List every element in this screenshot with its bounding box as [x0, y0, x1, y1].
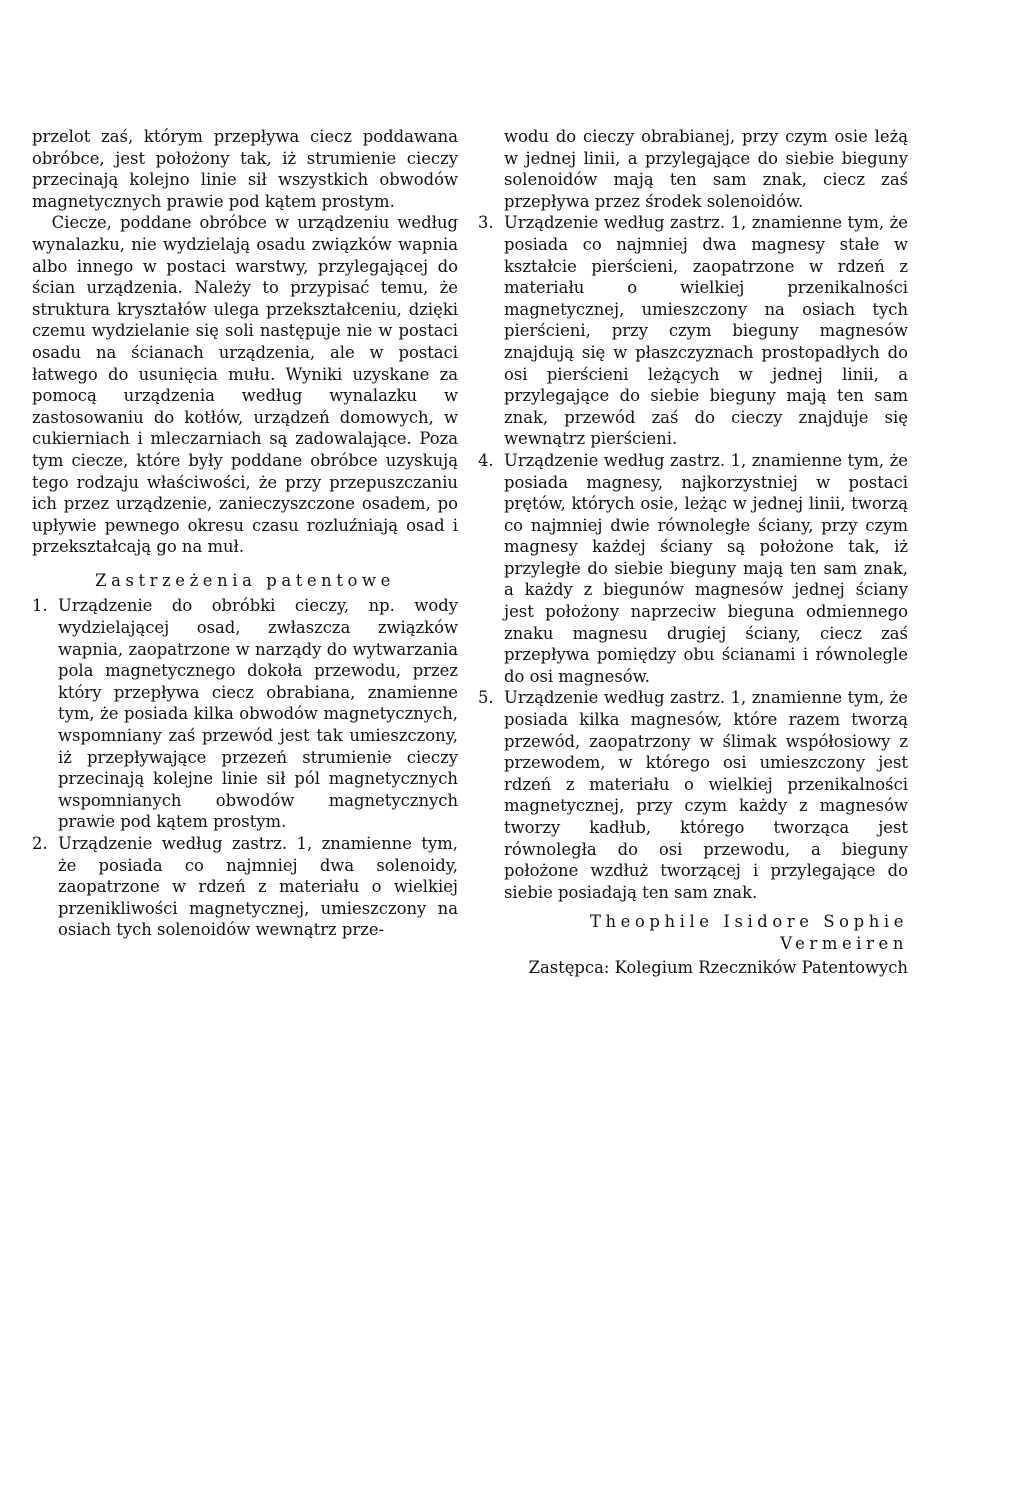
- left-text-column: [32, 126, 458, 941]
- claim-number: 1.: [32, 596, 48, 616]
- claim-1: [32, 595, 458, 833]
- inventor-surname: Vermeiren: [780, 933, 908, 953]
- claim-5: [478, 687, 908, 903]
- claim-number-spacer: [478, 126, 504, 212]
- claim-text: Urządzenie według zastrz. 1, znamienne tym, że posiada magnesy, najkorzystniej w postaci prętów, których osie, leżąc w jednej linii, tworzą co najmniej dwie równoległe ściany, przy czym magnesy każdej ściany są położone tak, iż przyległe do siebie bieguny mają ten sam znak, a każdy z biegunów magnesów jednej ściany jest położony naprzeciw bieguna odmiennego znaku magnesu drugiej ściany, ciecz zaś przepływa pomiędzy obu ścianami i równolegle do osi magnesów.: [504, 450, 908, 686]
- claim-text: Urządzenie według zastrz. 1, znamienne tym, że posiada kilka magnesów, które razem tworzą przewód, zaopatrzony w ślimak współosiowy z przewodem, w którego osi umieszczony jest rdzeń z materiału o wielkiej przenikalności magnetycznej, przy czym każdy z magnesów tworzy kadłub, którego tworząca jest równoległa do osi przewodu, a bieguny położone wzdłuż tworzącej i przylegające do siebie posiadają ten sam znak.: [504, 688, 908, 902]
- claim-text: Urządzenie według zastrz. 1, znamienne tym, że posiada co najmniej dwa solenoidy, zaopatrzone w rdzeń z materiału o wielkiej przenikliwości magnetycznej, umieszczony na osiach tych solenoidów wewnątrz prze-: [58, 834, 458, 940]
- claim-4: [478, 450, 908, 688]
- claim-number: 5.: [478, 688, 494, 708]
- claim-text: Urządzenie do obróbki cieczy, np. wody wydzielającej osad, zwłaszcza związków wapnia, zaopatrzone w narządy do wytwarzania pola magnetycznego dokoła przewodu, przez który przepływa ciecz obrabiana, znamienne tym, że posiada kilka obwodów magnetycznych, wspomniany zaś przewód jest tak umieszczony, iż przepływające przezeń strumienie cieczy przecinają kolejne linie sił pól magnetycznych wspomnianych obwodów magnetycznych prawie pod kątem prostym.: [58, 596, 458, 832]
- claim-3: [478, 212, 908, 450]
- claim-number: 2.: [32, 834, 48, 853]
- attorney-line: Zastępca: Kolegium Rzeczników Patentowych: [528, 957, 908, 977]
- right-text-column: [478, 126, 908, 978]
- claim-number: 4.: [478, 450, 494, 470]
- intro-paragraph: przelot zaś, którym przepływa ciecz poddawana obróbce, jest położony tak, iż strumienie cieczy przecinają kolejno linie sił wszystkich obwodów magnetycznych prawie pod kątem prostym.: [32, 127, 458, 211]
- continuation-paragraph: wodu do cieczy obrabianej, przy czym osie leżą w jednej linii, a przylegające do siebie bieguny solenoidów mają ten sam znak, ciecz zaś przepływa przez środek solenoidów.: [504, 127, 908, 211]
- inventor-signature: [478, 911, 908, 954]
- claim-text: Urządzenie według zastrz. 1, znamienne tym, że posiada co najmniej dwa magnesy stałe w kształcie pierścieni, zaopatrzone w rdzeń z materiału o wielkiej przenikalności magnetycznej, umieszczony na osiach tych pierścieni, przy czym bieguny magnesów znajdują się w płaszczyznach prostopadłych do osi pierścieni leżących w jednej linii, a przylegające do siebie bieguny mają ten sam znak, przewód zaś do cieczy znajduje się wewnątrz pierścieni.: [504, 213, 908, 449]
- claims-section-heading: Zastrzeżenia patentowe: [95, 570, 395, 590]
- claim-2-continuation: [478, 126, 908, 212]
- body-paragraph: Ciecze, poddane obróbce w urządzeniu według wynalazku, nie wydzielają osadu związków wapnia albo innego w postaci warstwy, przylegającej do ścian urządzenia. Należy to przypisać temu, że struktura kryształów ulega przekształceniu, dzięki czemu wydzielanie się soli następuje nie w postaci osadu na ścianach urządzenia, ale w postaci łatwego do usunięcia mułu. Wyniki uzyskane za pomocą urządzenia według wynalazku w zastosowaniu do kotłów, urządzeń domowych, w cukierniach i mleczarniach są zadowalające. Poza tym ciecze, które były poddane obróbce uzyskują tego rodzaju właściwości, że przy przepuszczaniu ich przez urządzenie, zanieczyszczone osadem, po upływie pewnego okresu czasu rozluźniają osad i przekształcają go na muł.: [32, 213, 458, 557]
- claim-number: 3.: [478, 213, 494, 233]
- inventor-given-names: Theophile Isidore Sophie: [589, 912, 908, 932]
- claim-2: [32, 833, 458, 941]
